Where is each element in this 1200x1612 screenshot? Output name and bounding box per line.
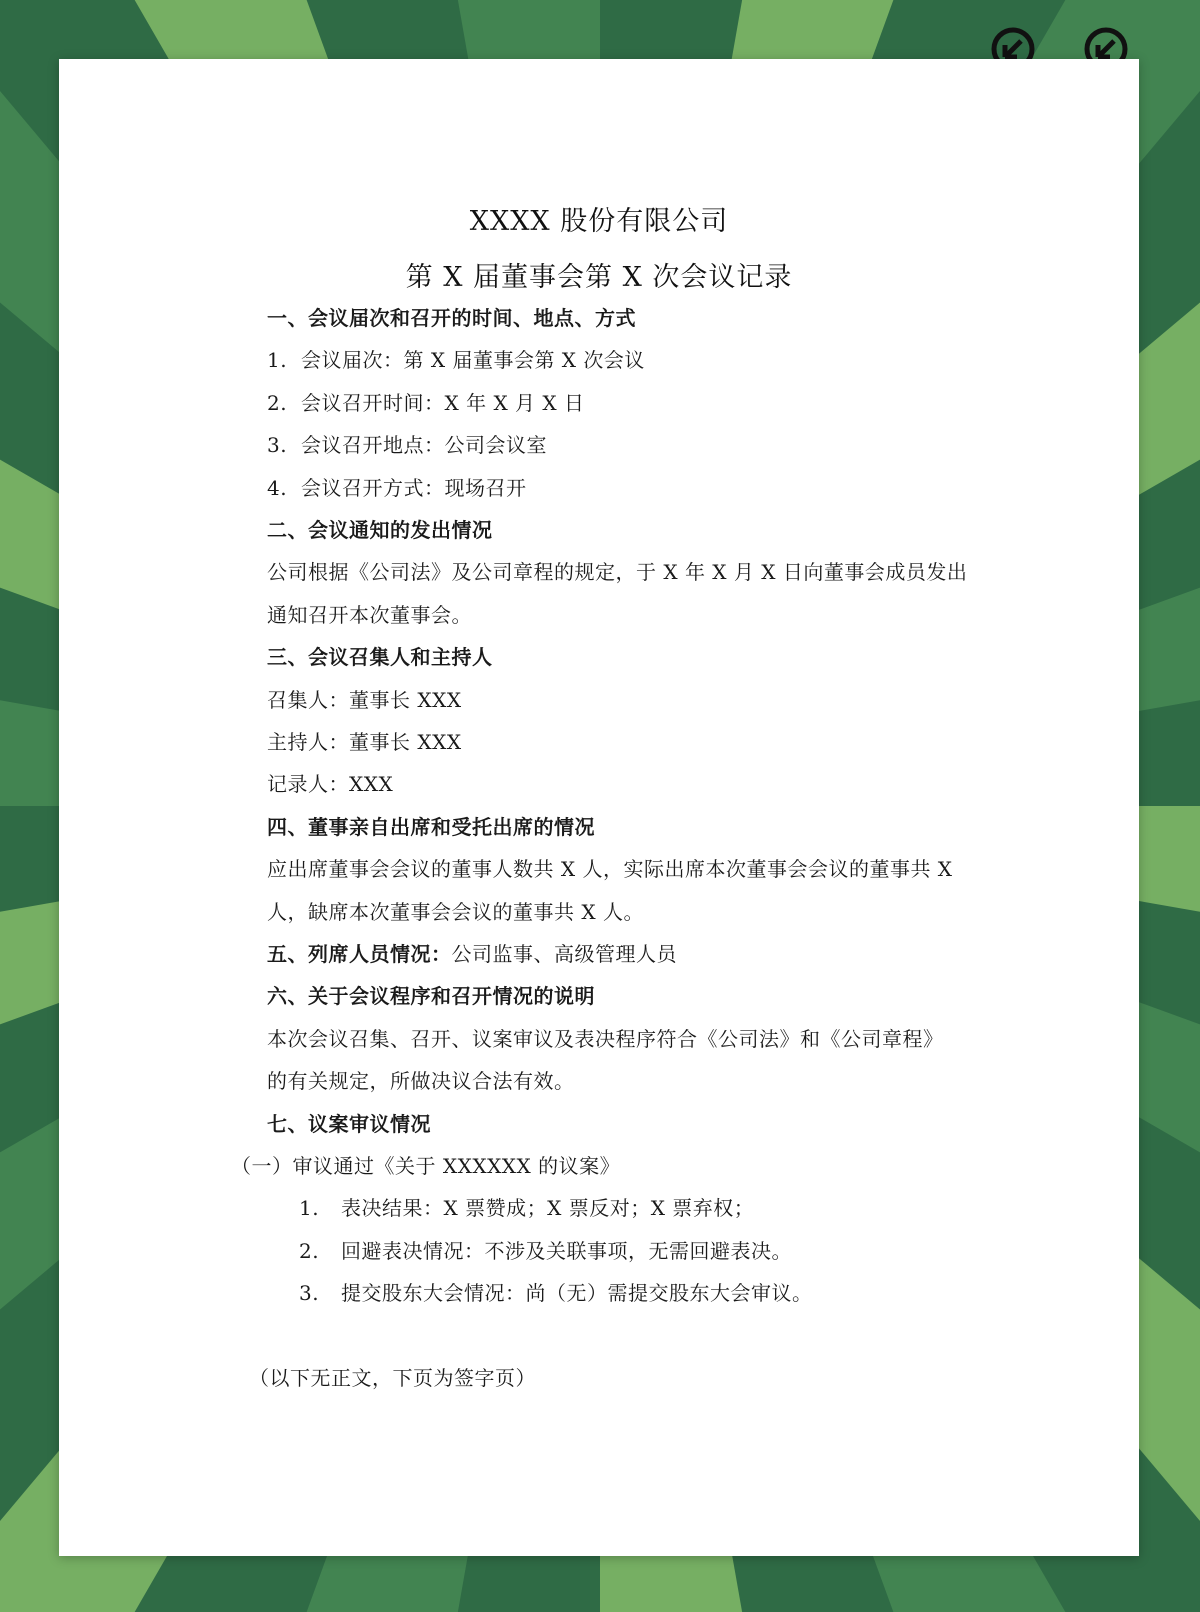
meeting-title: 第 X 届董事会第 X 次会议记录: [405, 262, 793, 293]
company-title: XXXX 股份有限公司: [469, 206, 729, 237]
list-item: 2. 回避表决情况：不涉及关联事项，无需回避表决。: [299, 1239, 792, 1263]
paragraph-line: 本次会议召集、召开、议案审议及表决程序符合《公司法》和《公司章程》: [267, 1027, 944, 1051]
section-heading-7: 七、议案审议情况: [267, 1112, 431, 1136]
paragraph-line: 的有关规定，所做决议合法有效。: [267, 1069, 575, 1093]
host-line: 主持人：董事长 XXX: [267, 730, 462, 754]
section-5-line: [267, 938, 677, 967]
section-heading-4: 四、董事亲自出席和受托出席的情况: [267, 815, 595, 839]
recorder-line: 记录人：XXX: [267, 772, 394, 796]
list-item: 1. 表决结果：X 票赞成；X 票反对；X 票弃权；: [299, 1196, 755, 1220]
section-heading-1: 一、会议届次和召开的时间、地点、方式: [267, 306, 636, 330]
section-heading-2: 二、会议通知的发出情况: [267, 518, 493, 542]
section-heading-5: 五、列席人员情况：: [267, 942, 452, 966]
paragraph-line: 应出席董事会会议的董事人数共 X 人，实际出席本次董事会会议的董事共 X: [267, 857, 953, 881]
attendees-text: 公司监事、高级管理人员: [451, 942, 677, 966]
footer-note: （以下无正文，下页为签字页）: [249, 1366, 536, 1390]
list-item: 2. 会议召开时间：X 年 X 月 X 日: [267, 391, 585, 415]
list-item: 1. 会议届次：第 X 届董事会第 X 次会议: [267, 348, 645, 372]
section-heading-6: 六、关于会议程序和召开情况的说明: [267, 984, 595, 1008]
convener-line: 召集人：董事长 XXX: [267, 688, 462, 712]
motion-title: （一）审议通过《关于 XXXXXX 的议案》: [231, 1154, 621, 1178]
document-page: [59, 59, 1139, 1556]
list-item: 3. 会议召开地点：公司会议室: [267, 433, 547, 457]
list-item: 3. 提交股东大会情况：尚（无）需提交股东大会审议。: [299, 1281, 813, 1305]
list-item: 4. 会议召开方式：现场召开: [267, 476, 527, 500]
paragraph-line: 人，缺席本次董事会会议的董事共 X 人。: [267, 900, 644, 924]
paragraph-line: 通知召开本次董事会。: [267, 603, 472, 627]
paragraph-line: 公司根据《公司法》及公司章程的规定，于 X 年 X 月 X 日向董事会成员发出: [267, 560, 968, 584]
section-heading-3: 三、会议召集人和主持人: [267, 645, 493, 669]
